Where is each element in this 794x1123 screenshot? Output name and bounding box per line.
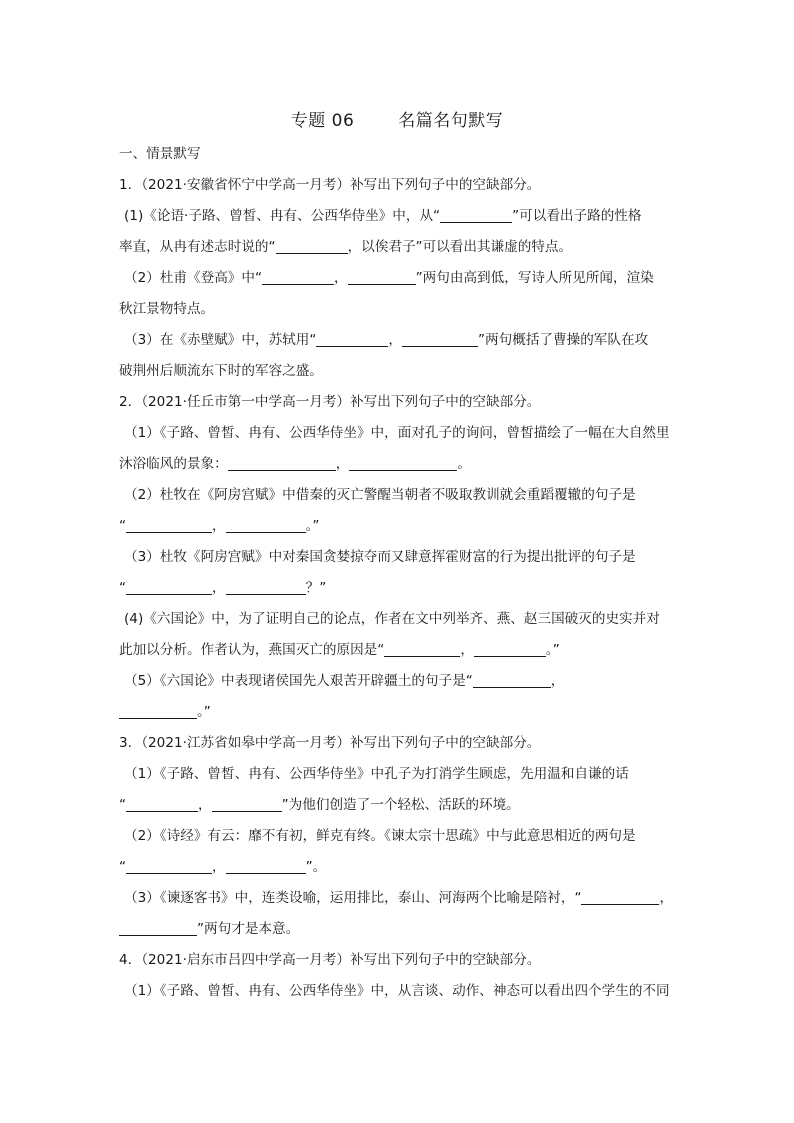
answer-blank[interactable] [348, 269, 416, 285]
question-3-item-1-line-1: （1）《子路、曾皙、冉有、公西华侍坐》中孔子为打消学生顾虑，先用温和自谦的话 [124, 766, 629, 782]
question-2-item-4-line-2: 此加以分析。作者认为，燕国灭亡的原因是“ ， 。” [119, 642, 560, 658]
answer-blank[interactable] [226, 517, 306, 533]
question-3-item-2-line-2: “ ， ”。 [119, 859, 327, 875]
question-2-item-1-line-2: 沐浴临风的景象： ， 。 [119, 456, 471, 472]
answer-blank[interactable] [276, 238, 348, 254]
answer-blank[interactable] [226, 858, 306, 874]
answer-blank[interactable] [349, 455, 457, 471]
answer-blank[interactable] [384, 641, 460, 657]
answer-blank[interactable] [474, 641, 546, 657]
answer-blank[interactable] [316, 331, 388, 347]
question-1-stem: 1．（2021·安徽省怀宁中学高一月考）补写出下列句子中的空缺部分。 [119, 177, 541, 193]
question-2-item-4-line-1: (4)《六国论》中，为了证明自己的论点，作者在文中列举齐、燕、赵三国破灭的史实并对 [124, 611, 660, 627]
question-1-item-1-line-1: (1)《论语·子路、曾皙、冉有、公西华侍坐》中，从“ ”可以看出子路的性格 [124, 208, 642, 224]
question-1-item-1-line-2: 率直，从冉有述志时说的“ ，以俟君子”可以看出其谦虚的特点。 [119, 239, 573, 255]
answer-blank[interactable] [126, 517, 212, 533]
question-2-item-3-line-2: “ ， ？” [119, 580, 327, 596]
question-1-item-3-line-2: 破荆州后顺流东下时的军容之盛。 [119, 363, 323, 379]
question-3-item-3-line-2: ”两句才是本意。 [119, 919, 719, 939]
answer-blank[interactable] [228, 455, 336, 471]
answer-blank[interactable] [226, 579, 306, 595]
page-title [0, 106, 794, 131]
question-1-item-3-line-1: （3）在《赤壁赋》中，苏轼用“ ， ”两句概括了曹操的军队在攻 [124, 332, 649, 348]
question-2-item-3-line-1: （3）杜牧《阿房宫赋》中对秦国贪婪掠夺而又肆意挥霍财富的行为提出批评的句子是 [124, 549, 636, 565]
title-topic-number: 专题 06 [290, 111, 355, 131]
answer-blank[interactable] [212, 796, 282, 812]
question-2-item-5-line-1: （5）《六国论》中表现诸侯国先人艰苦开辟疆土的句子是“ ， [124, 673, 565, 689]
answer-blank[interactable] [440, 207, 512, 223]
question-1-item-2-line-2: 秋江景物特点。 [119, 301, 215, 317]
question-3-item-2-line-1: （2）《诗经》有云：靡不有初，鲜克有终。《谏太宗十思疏》中与此意思相近的两句是 [124, 828, 636, 844]
answer-blank[interactable] [126, 858, 212, 874]
section-heading: 一、情景默写 [119, 146, 201, 162]
question-2-item-5-line-2: 。” [119, 702, 719, 722]
answer-blank[interactable] [262, 269, 334, 285]
question-4-stem: 4．（2021·启东市吕四中学高一月考）补写出下列句子中的空缺部分。 [119, 952, 541, 968]
answer-blank[interactable] [126, 796, 198, 812]
question-1-item-2-line-1: （2）杜甫《登高》中“ ， ”两句由高到低，写诗人所见所闻，渲染 [124, 270, 654, 286]
question-3-item-3-line-1: （3）《谏逐客书》中，连类设喻，运用排比，泰山、河海两个比喻是陪衬，“ ， [124, 890, 674, 906]
question-2-stem: 2．（2021·任丘市第一中学高一月考）补写出下列句子中的空缺部分。 [119, 394, 541, 410]
answer-blank[interactable] [581, 889, 659, 905]
question-2-item-2-line-1: （2）杜牧在《阿房宫赋》中借秦的灭亡警醒当朝者不吸取教训就会重蹈覆辙的句子是 [124, 487, 636, 503]
question-3-stem: 3．（2021·江苏省如皋中学高一月考）补写出下列句子中的空缺部分。 [119, 735, 541, 751]
question-3-item-1-line-2: “ ， ”为他们创造了一个轻松、活跃的环境。 [119, 797, 520, 813]
answer-blank[interactable] [126, 579, 212, 595]
answer-blank[interactable] [473, 672, 551, 688]
question-4-item-1-line-1: （1）《子路、曾皙、冉有、公西华侍坐》中，从言谈、动作、神态可以看出四个学生的不同 [124, 983, 670, 999]
answer-blank[interactable] [119, 703, 197, 719]
answer-blank[interactable] [402, 331, 478, 347]
question-2-item-1-line-1: （1）《子路、曾皙、冉有、公西华侍坐》中，面对孔子的询问，曾皙描绘了一幅在大自然里 [124, 425, 670, 441]
answer-blank[interactable] [119, 920, 197, 936]
question-2-item-2-line-2: “ ， 。” [119, 518, 320, 534]
title-topic-name: 名篇名句默写 [398, 111, 504, 131]
